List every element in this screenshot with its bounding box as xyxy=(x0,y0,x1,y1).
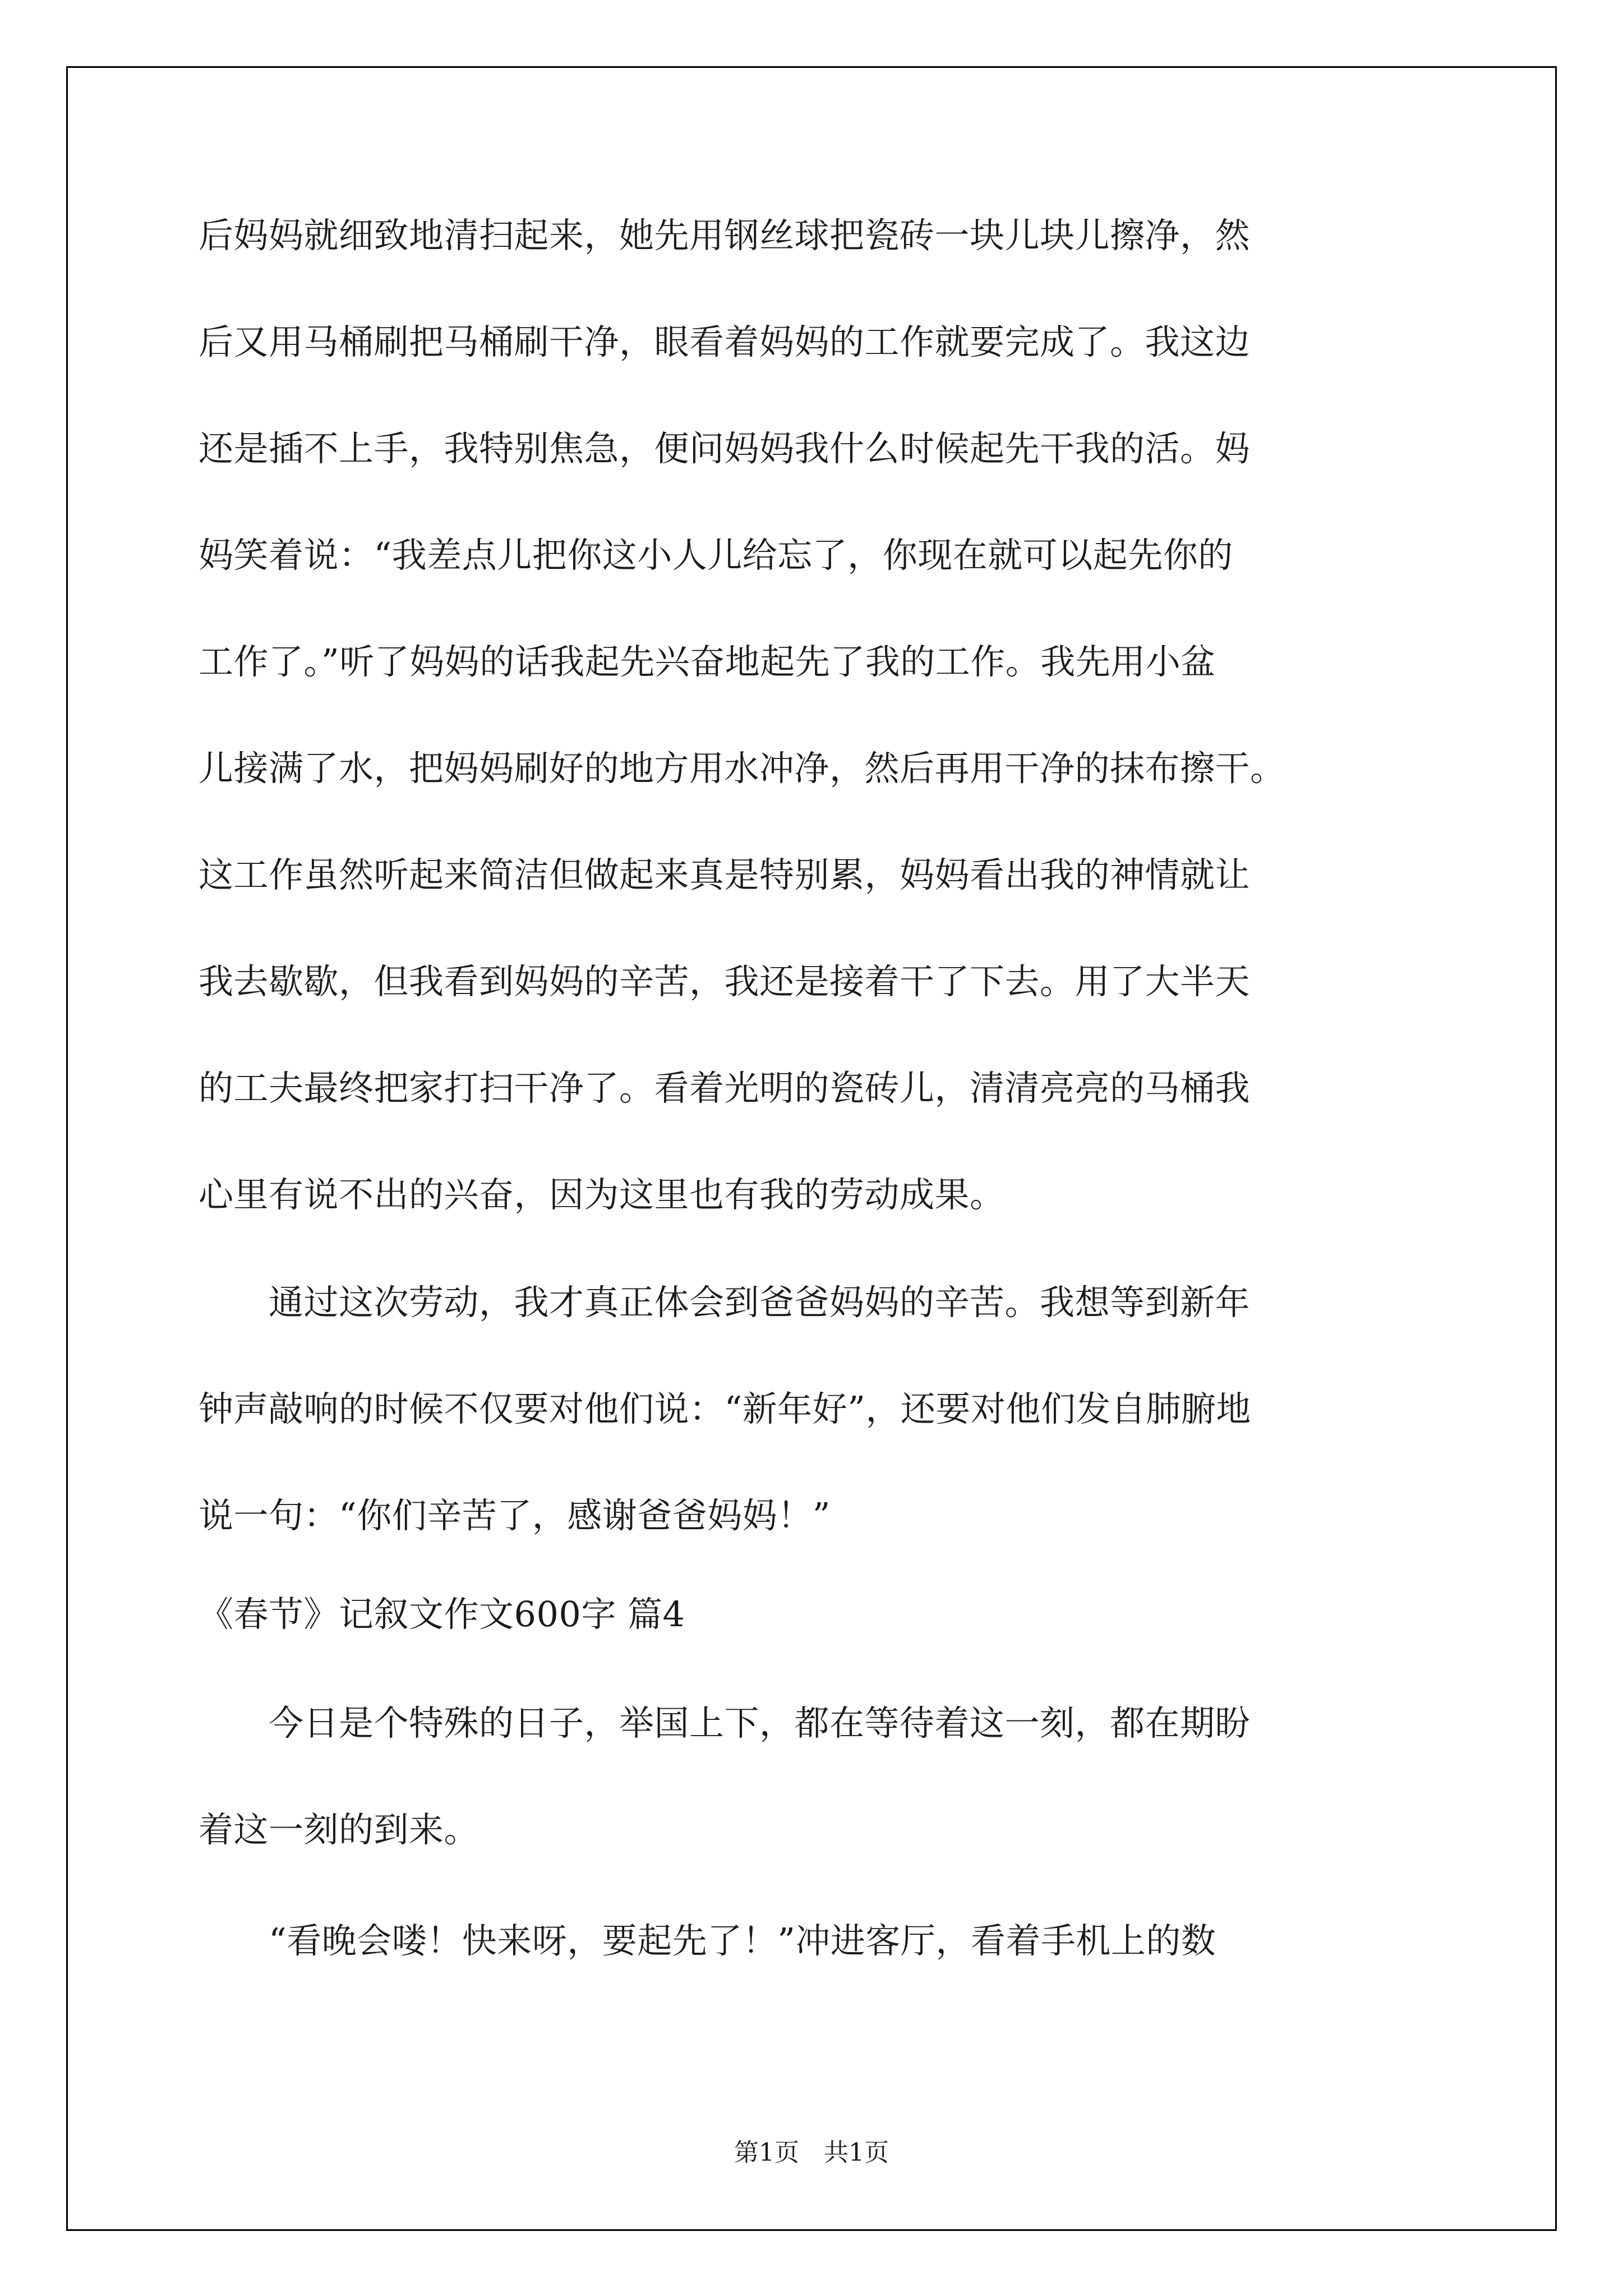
body-line: 后妈妈就细致地清扫起来，她先用钢丝球把瓷砖一块儿块儿擦净，然 xyxy=(199,215,1251,256)
body-line: 通过这次劳动，我才真正体会到爸爸妈妈的辛苦。我想等到新年 xyxy=(199,1282,1251,1323)
body-line: 说一句：“你们辛苦了，感谢爸爸妈妈！” xyxy=(199,1495,831,1536)
body-line: 心里有说不出的兴奋，因为这里也有我的劳动成果。 xyxy=(199,1174,1005,1215)
body-line: “看晚会喽！快来呀，要起先了！”冲进客厅，看着手机上的数 xyxy=(199,1920,1216,1961)
section-heading: 《春节》记叙文作文600字 篇4 xyxy=(199,1594,685,1635)
page-border xyxy=(66,66,1557,2231)
body-line: 钟声敲响的时候不仅要对他们说：“新年好”，还要对他们发自肺腑地 xyxy=(199,1388,1251,1429)
body-line: 我去歇歇，但我看到妈妈的辛苦，我还是接着干了下去。用了大半天 xyxy=(199,961,1251,1002)
body-line: 后又用马桶刷把马桶刷干净，眼看着妈妈的工作就要完成了。我这边 xyxy=(199,321,1251,362)
body-line: 工作了。”听了妈妈的话我起先兴奋地起先了我的工作。我先用小盆 xyxy=(199,641,1216,682)
body-line: 儿接满了水，把妈妈刷好的地方用水冲净，然后再用干净的抹布擦干。 xyxy=(199,748,1285,789)
body-line: 这工作虽然听起来简洁但做起来真是特别累，妈妈看出我的神情就让 xyxy=(199,854,1251,895)
body-line: 今日是个特殊的日子，举国上下，都在等待着这一刻，都在期盼 xyxy=(199,1703,1251,1743)
body-line: 妈笑着说：“我差点儿把你这小人儿给忘了，你现在就可以起先你的 xyxy=(199,535,1233,576)
body-line: 还是插不上手，我特别焦急，便问妈妈我什么时候起先干我的活。妈 xyxy=(199,428,1251,469)
body-line: 的工夫最终把家打扫干净了。看着光明的瓷砖儿，清清亮亮的马桶我 xyxy=(199,1068,1251,1108)
page-footer: 第1页 共1页 xyxy=(734,2138,889,2167)
body-line: 着这一刻的到来。 xyxy=(199,1809,479,1850)
